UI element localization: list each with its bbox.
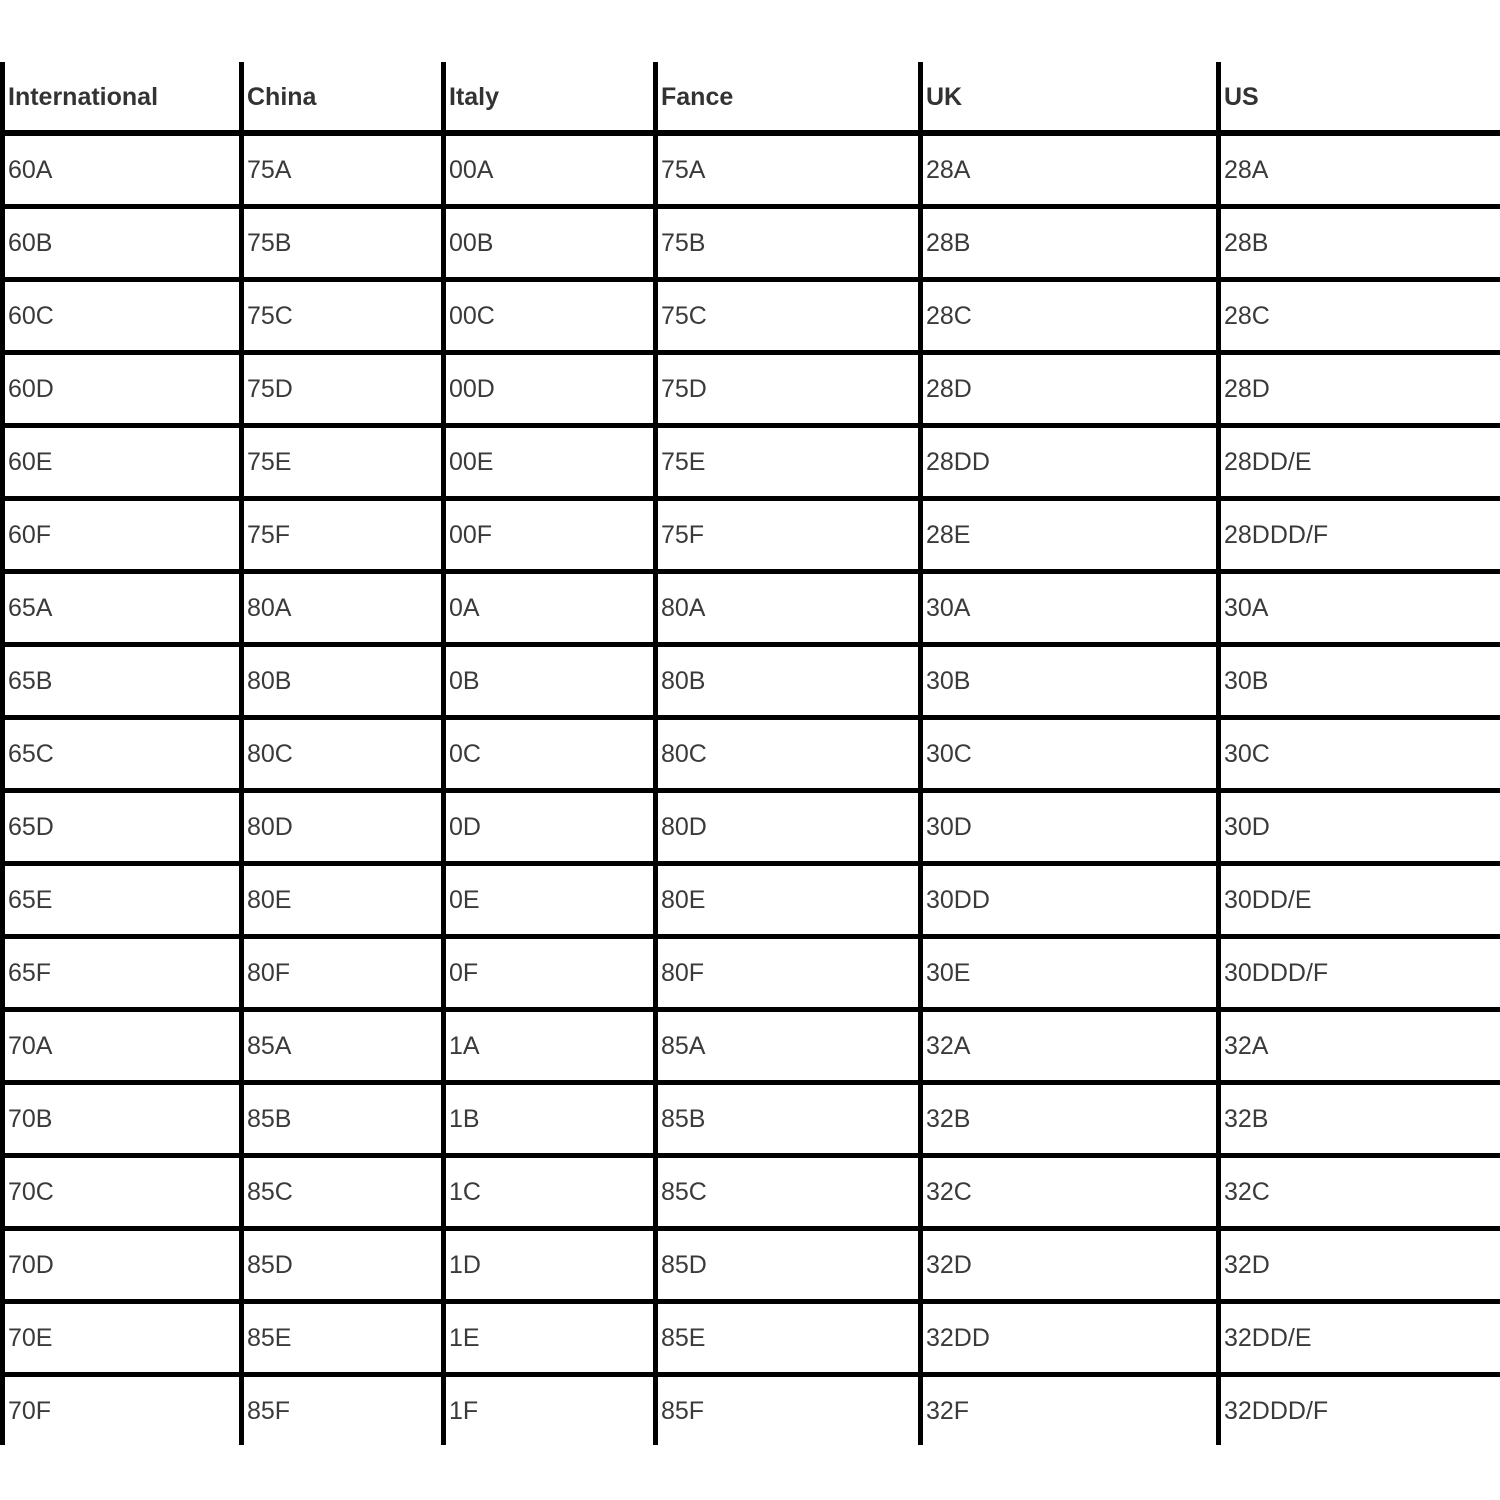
cell-italy: 00B (444, 207, 656, 280)
cell-china: 80A (242, 572, 444, 645)
header-uk: UK (921, 62, 1219, 133)
table-row (3, 1156, 1500, 1229)
cell-us: 30DD/E (1219, 864, 1500, 937)
cell-uk: 30A (921, 572, 1219, 645)
table-body (3, 133, 1500, 1445)
cell-china: 75B (242, 207, 444, 280)
cell-italy: 00A (444, 133, 656, 207)
cell-uk: 32C (921, 1156, 1219, 1229)
cell-italy: 1F (444, 1375, 656, 1446)
table-row (3, 791, 1500, 864)
cell-uk: 30E (921, 937, 1219, 1010)
cell-china: 75D (242, 353, 444, 426)
header-italy: Italy (444, 62, 656, 133)
cell-international: 60D (3, 353, 242, 426)
cell-italy: 1A (444, 1010, 656, 1083)
cell-us: 30D (1219, 791, 1500, 864)
cell-china: 85E (242, 1302, 444, 1375)
table-row (3, 1302, 1500, 1375)
cell-uk: 28D (921, 353, 1219, 426)
cell-china: 80B (242, 645, 444, 718)
table-row (3, 207, 1500, 280)
cell-france: 80E (656, 864, 921, 937)
cell-italy: 00C (444, 280, 656, 353)
cell-international: 65E (3, 864, 242, 937)
cell-uk: 28A (921, 133, 1219, 207)
cell-uk: 30D (921, 791, 1219, 864)
cell-uk: 32DD (921, 1302, 1219, 1375)
cell-us: 28D (1219, 353, 1500, 426)
cell-international: 70C (3, 1156, 242, 1229)
cell-us: 30A (1219, 572, 1500, 645)
cell-us: 28DD/E (1219, 426, 1500, 499)
cell-france: 80D (656, 791, 921, 864)
header-france: Fance (656, 62, 921, 133)
cell-uk: 30DD (921, 864, 1219, 937)
cell-italy: 0E (444, 864, 656, 937)
cell-france: 75F (656, 499, 921, 572)
cell-us: 28A (1219, 133, 1500, 207)
table-row (3, 937, 1500, 1010)
cell-china: 85A (242, 1010, 444, 1083)
table-row (3, 1010, 1500, 1083)
cell-china: 75A (242, 133, 444, 207)
cell-us: 32D (1219, 1229, 1500, 1302)
cell-us: 30C (1219, 718, 1500, 791)
table-row (3, 280, 1500, 353)
cell-france: 75D (656, 353, 921, 426)
cell-china: 85D (242, 1229, 444, 1302)
cell-france: 85E (656, 1302, 921, 1375)
cell-international: 60F (3, 499, 242, 572)
cell-uk: 28C (921, 280, 1219, 353)
cell-italy: 0D (444, 791, 656, 864)
cell-us: 28B (1219, 207, 1500, 280)
cell-france: 80B (656, 645, 921, 718)
cell-china: 80E (242, 864, 444, 937)
cell-us: 32B (1219, 1083, 1500, 1156)
cell-uk: 32D (921, 1229, 1219, 1302)
table-row (3, 572, 1500, 645)
table-header-row (3, 62, 1500, 133)
cell-france: 75C (656, 280, 921, 353)
cell-france: 85A (656, 1010, 921, 1083)
cell-uk: 30B (921, 645, 1219, 718)
cell-france: 85C (656, 1156, 921, 1229)
cell-uk: 30C (921, 718, 1219, 791)
cell-us: 28C (1219, 280, 1500, 353)
cell-italy: 0F (444, 937, 656, 1010)
cell-france: 75E (656, 426, 921, 499)
cell-international: 60B (3, 207, 242, 280)
table-row (3, 864, 1500, 937)
table-row (3, 645, 1500, 718)
cell-italy: 1D (444, 1229, 656, 1302)
cell-us: 32A (1219, 1010, 1500, 1083)
table-row (3, 1083, 1500, 1156)
cell-france: 80C (656, 718, 921, 791)
cell-us: 30DDD/F (1219, 937, 1500, 1010)
header-us: US (1219, 62, 1500, 133)
cell-china: 80C (242, 718, 444, 791)
cell-china: 75E (242, 426, 444, 499)
cell-china: 85C (242, 1156, 444, 1229)
cell-international: 70E (3, 1302, 242, 1375)
cell-uk: 28B (921, 207, 1219, 280)
table-row (3, 133, 1500, 207)
cell-italy: 00E (444, 426, 656, 499)
cell-uk: 32A (921, 1010, 1219, 1083)
cell-italy: 0C (444, 718, 656, 791)
cell-us: 28DDD/F (1219, 499, 1500, 572)
cell-international: 65A (3, 572, 242, 645)
cell-france: 80F (656, 937, 921, 1010)
cell-international: 70A (3, 1010, 242, 1083)
cell-uk: 28E (921, 499, 1219, 572)
cell-international: 60E (3, 426, 242, 499)
size-conversion-table (0, 62, 1500, 1445)
cell-italy: 00D (444, 353, 656, 426)
table-row (3, 426, 1500, 499)
cell-international: 70B (3, 1083, 242, 1156)
cell-italy: 1C (444, 1156, 656, 1229)
cell-france: 85F (656, 1375, 921, 1446)
cell-france: 85B (656, 1083, 921, 1156)
cell-china: 80D (242, 791, 444, 864)
table-row (3, 1375, 1500, 1446)
cell-italy: 0A (444, 572, 656, 645)
cell-international: 65F (3, 937, 242, 1010)
cell-us: 32DD/E (1219, 1302, 1500, 1375)
cell-italy: 00F (444, 499, 656, 572)
cell-china: 85B (242, 1083, 444, 1156)
cell-china: 75C (242, 280, 444, 353)
cell-italy: 0B (444, 645, 656, 718)
cell-france: 85D (656, 1229, 921, 1302)
table-row (3, 353, 1500, 426)
cell-us: 32C (1219, 1156, 1500, 1229)
cell-international: 60A (3, 133, 242, 207)
cell-italy: 1E (444, 1302, 656, 1375)
header-china: China (242, 62, 444, 133)
cell-france: 75A (656, 133, 921, 207)
header-international: International (3, 62, 242, 133)
cell-international: 65C (3, 718, 242, 791)
cell-us: 32DDD/F (1219, 1375, 1500, 1446)
cell-uk: 32F (921, 1375, 1219, 1446)
cell-italy: 1B (444, 1083, 656, 1156)
cell-international: 70D (3, 1229, 242, 1302)
cell-france: 75B (656, 207, 921, 280)
cell-china: 80F (242, 937, 444, 1010)
cell-china: 75F (242, 499, 444, 572)
cell-uk: 28DD (921, 426, 1219, 499)
cell-china: 85F (242, 1375, 444, 1446)
cell-france: 80A (656, 572, 921, 645)
cell-international: 60C (3, 280, 242, 353)
cell-us: 30B (1219, 645, 1500, 718)
table-row (3, 718, 1500, 791)
table-row (3, 1229, 1500, 1302)
table-row (3, 499, 1500, 572)
cell-uk: 32B (921, 1083, 1219, 1156)
cell-international: 65B (3, 645, 242, 718)
cell-international: 65D (3, 791, 242, 864)
cell-international: 70F (3, 1375, 242, 1446)
